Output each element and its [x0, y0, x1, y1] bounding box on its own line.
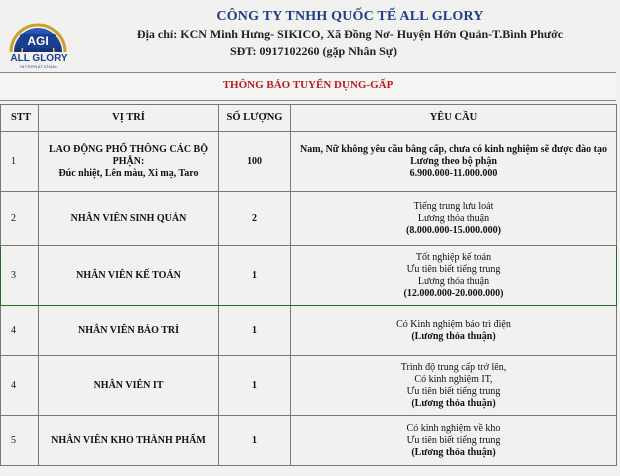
company-address: Địa chỉ: KCN Minh Hưng- SIKICO, Xã Đồng Nơ- Huyện Hớn Quản-T.Bình Phước [136, 27, 564, 41]
requirement-line: Nam, Nữ không yêu cầu bằng cấp, chưa có kinh nghiệm sẽ được đào tạo [300, 143, 607, 155]
requirement-line: Tốt nghiệp kế toán [415, 251, 492, 263]
row-requirements [291, 246, 617, 306]
row-position [39, 356, 219, 416]
requirement-line: Ưu tiên biết tiếng trung [406, 434, 501, 446]
row-quantity: 100 [219, 132, 291, 192]
row-position [39, 416, 219, 466]
requirement-line: Có Kinh nghiệm bảo trì điện [396, 318, 511, 330]
row-quantity: 2 [219, 192, 291, 246]
position-line: NHÂN VIÊN IT [93, 379, 164, 391]
row-quantity: 1 [219, 246, 291, 306]
requirement-line: Tiếng trung lưu loát [413, 200, 494, 212]
requirement-line: Lương thỏa thuận [417, 212, 490, 224]
header-position: VỊ TRÍ [39, 105, 219, 132]
row-position [39, 192, 219, 246]
header-stt: STT [1, 105, 39, 132]
company-phone: SĐT: 0917102260 (gặp Nhân Sự) [230, 44, 398, 58]
logo-emblem-icon [8, 8, 68, 58]
requirement-line: (Lương thỏa thuận) [411, 446, 496, 458]
requirement-line: (Lương thỏa thuận) [411, 330, 496, 342]
requirement-line: Ưu tiên biết tiếng trung [406, 263, 501, 275]
table-header-row [1, 105, 617, 132]
row-quantity: 1 [219, 416, 291, 466]
logo-letters: AGI [27, 34, 49, 48]
notice-title: THÔNG BÁO TUYỂN DỤNG-GẤP [222, 79, 394, 91]
table-row [1, 132, 617, 192]
table-row [1, 356, 617, 416]
header-quantity: SỐ LƯỢNG [219, 105, 291, 132]
row-stt: 5 [1, 416, 39, 466]
row-stt: 2 [1, 192, 39, 246]
row-position [39, 132, 219, 192]
requirement-line: Ưu tiên biết tiếng trung [406, 385, 501, 397]
position-line: NHÂN VIÊN SINH QUẢN [70, 212, 187, 224]
table-row [1, 246, 617, 306]
requirement-line: (8.000.000-15.000.000) [406, 224, 501, 236]
row-requirements [291, 306, 617, 356]
requirement-line: Lương theo bộ phận [410, 155, 497, 167]
logo-subtitle: INTERNATIONAL [19, 64, 59, 69]
row-position [39, 246, 219, 306]
position-line: NHÂN VIÊN KHO THÀNH PHẨM [51, 434, 206, 446]
requirement-line: Có kinh nghiệm về kho [406, 422, 501, 434]
row-stt: 4 [1, 356, 39, 416]
recruitment-table [0, 104, 617, 466]
requirement-line: Trình độ trung cấp trở lên, [400, 361, 507, 373]
row-position [39, 306, 219, 356]
requirement-line: Lương thỏa thuận [417, 275, 490, 287]
row-requirements [291, 132, 617, 192]
table-row [1, 416, 617, 466]
position-line: LAO ĐỘNG PHỔ THÔNG CÁC BỘ [49, 143, 208, 155]
requirement-line: 6.900.000-11.000.000 [409, 167, 498, 179]
position-line: NHÂN VIÊN BẢO TRÌ [77, 324, 180, 336]
row-stt: 4 [1, 306, 39, 356]
position-line: NHÂN VIÊN KẾ TOÁN [76, 269, 181, 281]
company-name: CÔNG TY TNHH QUỐC TẾ ALL GLORY [216, 9, 484, 24]
row-requirements [291, 192, 617, 246]
row-stt: 3 [1, 246, 39, 306]
row-stt: 1 [1, 132, 39, 192]
row-requirements [291, 416, 617, 466]
row-quantity: 1 [219, 356, 291, 416]
requirement-line: (12.000.000-20.000.000) [403, 287, 504, 299]
logo-brand-name: ALL GLORY [10, 53, 68, 64]
table-row [1, 306, 617, 356]
header-requirements: YÊU CẦU [291, 105, 617, 132]
requirement-line: (Lương thỏa thuận) [411, 397, 496, 409]
requirement-line: Có kinh nghiệm IT, [414, 373, 493, 385]
position-detail: Đúc nhiệt, Lên màu, Xi mạ, Taro [58, 167, 199, 179]
position-line: PHẬN: [112, 155, 145, 167]
table-row [1, 192, 617, 246]
row-requirements [291, 356, 617, 416]
row-quantity: 1 [219, 306, 291, 356]
